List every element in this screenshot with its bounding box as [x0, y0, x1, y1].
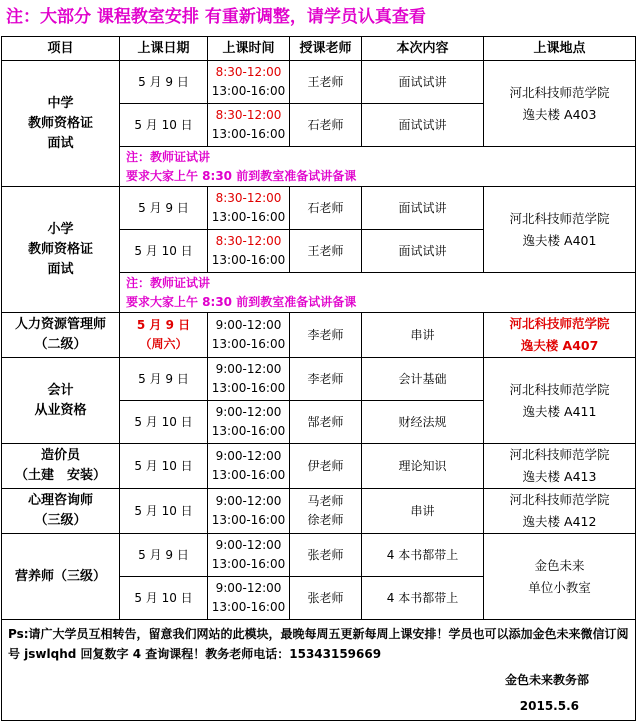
date-cell: 5 月 10 日 [120, 401, 208, 444]
teacher-cell: 张老师 [290, 577, 362, 620]
teacher-cell: 李老师 [290, 313, 362, 358]
location-cell: 河北科技师范学院 逸夫楼 A403 [484, 61, 636, 147]
project-hr: 人力资源管理师 （二级） [2, 313, 120, 358]
time-cell: 8:30-12:00 13:00-16:00 [208, 104, 290, 147]
location-cell: 河北科技师范学院 逸夫楼 A401 [484, 187, 636, 273]
teacher-cell: 马老师 徐老师 [290, 489, 362, 534]
location-cell: 河北科技师范学院 逸夫楼 A411 [484, 358, 636, 444]
content-cell: 串讲 [362, 489, 484, 534]
teacher-cell: 王老师 [290, 230, 362, 273]
project-primary: 小学 教师资格证 面试 [2, 187, 120, 313]
content-cell: 面试试讲 [362, 230, 484, 273]
table-row [2, 187, 636, 230]
project-middle: 中学 教师资格证 面试 [2, 61, 120, 187]
date-cell: 5 月 10 日 [120, 577, 208, 620]
date-cell: 5 月 9 日 （周六） [120, 313, 208, 358]
teacher-cell: 王老师 [290, 61, 362, 104]
schedule-table [1, 36, 636, 721]
date-cell: 5 月 9 日 [120, 61, 208, 104]
content-cell: 4 本书都带上 [362, 577, 484, 620]
table-row [2, 489, 636, 534]
content-cell: 面试试讲 [362, 187, 484, 230]
date-cell: 5 月 9 日 [120, 534, 208, 577]
footer-text: Ps:请广大学员互相转告，留意我们网站的此模块，最晚每周五更新每周上课安排！学员也可以添加金色未来微信订阅号 jswlqhd 回复数字 4 查询课程！教务老师电话：15343159669 [8, 627, 629, 661]
location-cell: 金色未来 单位小教室 [484, 534, 636, 620]
content-cell: 面试试讲 [362, 104, 484, 147]
note-cell: 注：教师证试讲 要求大家上午 8:30 前到教室准备试讲备课 [120, 147, 636, 187]
date-cell: 5 月 9 日 [120, 358, 208, 401]
footer-date: 2015.5.6 [519, 699, 579, 713]
project-cost: 造价员 （土建 安装） [2, 444, 120, 489]
table-row [2, 61, 636, 104]
teacher-cell: 伊老师 [290, 444, 362, 489]
content-cell: 理论知识 [362, 444, 484, 489]
table-row [2, 534, 636, 577]
header-row [2, 37, 636, 61]
time-cell: 8:30-12:00 13:00-16:00 [208, 230, 290, 273]
date-cell: 5 月 9 日 [120, 187, 208, 230]
time-cell: 9:00-12:00 13:00-16:00 [208, 358, 290, 401]
table-row [2, 358, 636, 401]
footer-cell [2, 620, 636, 721]
project-nutrition: 营养师（三级） [2, 534, 120, 620]
location-cell: 河北科技师范学院 逸夫楼 A412 [484, 489, 636, 534]
location-cell: 河北科技师范学院 逸夫楼 A413 [484, 444, 636, 489]
footer-row [2, 620, 636, 721]
time-cell: 8:30-12:00 13:00-16:00 [208, 61, 290, 104]
header-content: 本次内容 [362, 37, 484, 61]
time-cell: 9:00-12:00 13:00-16:00 [208, 577, 290, 620]
content-cell: 4 本书都带上 [362, 534, 484, 577]
teacher-cell: 李老师 [290, 358, 362, 401]
teacher-cell: 郜老师 [290, 401, 362, 444]
time-cell: 9:00-12:00 13:00-16:00 [208, 534, 290, 577]
header-time: 上课时间 [208, 37, 290, 61]
table-row [2, 444, 636, 489]
project-accounting: 会计 从业资格 [2, 358, 120, 444]
table-row [2, 313, 636, 358]
time-cell: 9:00-12:00 13:00-16:00 [208, 489, 290, 534]
note-cell: 注：教师证试讲 要求大家上午 8:30 前到教室准备试讲备课 [120, 273, 636, 313]
location-cell: 河北科技师范学院 逸夫楼 A407 [484, 313, 636, 358]
content-cell: 串讲 [362, 313, 484, 358]
date-cell: 5 月 10 日 [120, 104, 208, 147]
content-cell: 会计基础 [362, 358, 484, 401]
content-cell: 财经法规 [362, 401, 484, 444]
header-date: 上课日期 [120, 37, 208, 61]
date-cell: 5 月 10 日 [120, 230, 208, 273]
time-cell: 9:00-12:00 13:00-16:00 [208, 401, 290, 444]
teacher-cell: 张老师 [290, 534, 362, 577]
teacher-cell: 石老师 [290, 187, 362, 230]
header-project: 项目 [2, 37, 120, 61]
content-cell: 面试试讲 [362, 61, 484, 104]
teacher-cell: 石老师 [290, 104, 362, 147]
project-psych: 心理咨询师 （三级） [2, 489, 120, 534]
header-teacher: 授课老师 [290, 37, 362, 61]
footer-signature: 金色未来教务部 [504, 673, 589, 687]
time-cell: 8:30-12:00 13:00-16:00 [208, 187, 290, 230]
date-cell: 5 月 10 日 [120, 444, 208, 489]
date-cell: 5 月 10 日 [120, 489, 208, 534]
time-cell: 9:00-12:00 13:00-16:00 [208, 444, 290, 489]
time-cell: 9:00-12:00 13:00-16:00 [208, 313, 290, 358]
notice-title: 注：大部分 课程教室安排 有重新调整，请学员认真查看 [6, 7, 426, 27]
header-location: 上课地点 [484, 37, 636, 61]
